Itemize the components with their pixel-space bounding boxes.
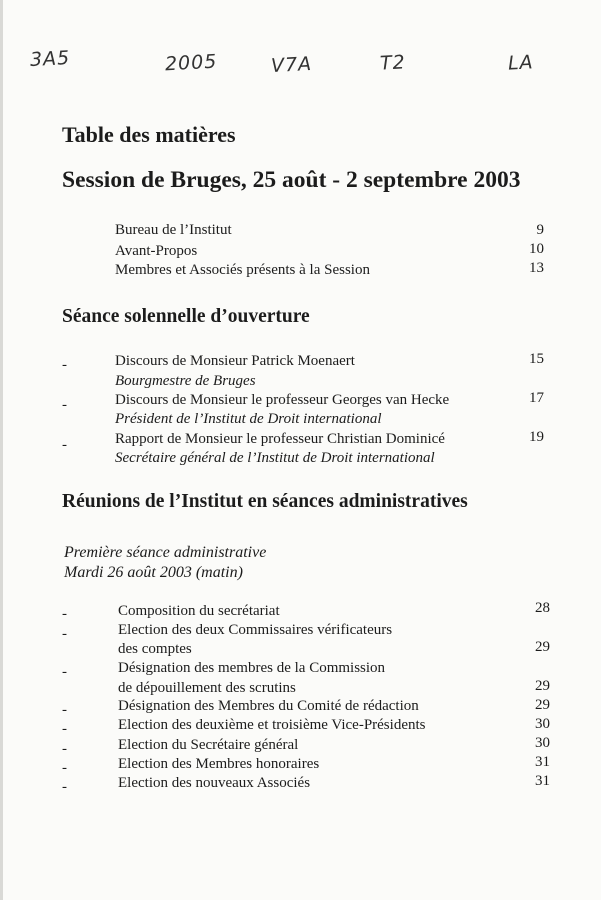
toc-dash: - xyxy=(62,664,67,680)
handwritten-note: 3A5 xyxy=(29,46,71,72)
toc-entry-label: Discours de Monsieur Patrick Moenaert xyxy=(115,353,355,369)
toc-dash: - xyxy=(62,741,67,757)
admin-session-name: Première séance administrative xyxy=(64,544,267,561)
toc-entry-page: 31 xyxy=(535,773,550,789)
toc-entry-page: 30 xyxy=(535,716,550,732)
toc-entry-page: 15 xyxy=(529,351,544,367)
toc-entry-label: Avant-Propos xyxy=(115,243,198,259)
toc-dash: - xyxy=(62,606,67,622)
toc-entry-page: 9 xyxy=(536,222,544,238)
page-edge xyxy=(0,0,3,900)
toc-entry-page: 10 xyxy=(529,241,544,257)
toc-entry-label: Election des deux Commissaires vérificateurs xyxy=(118,622,393,638)
toc-entry-page: 13 xyxy=(529,260,544,276)
session-title: Session de Bruges, 25 août - 2 septembre 2003 xyxy=(62,167,521,193)
toc-entry-label: Election des Membres honoraires xyxy=(118,756,320,772)
toc-entry-label-cont: des comptes xyxy=(118,641,192,657)
toc-entry-page: 19 xyxy=(529,429,544,445)
toc-entry-label: Composition du secrétariat xyxy=(118,603,280,619)
toc-dash: - xyxy=(62,397,67,413)
toc-dash: - xyxy=(62,779,67,795)
toc-entry-label: Désignation des Membres du Comité de rédaction xyxy=(118,698,419,714)
admin-session-date: Mardi 26 août 2003 (matin) xyxy=(64,564,243,581)
toc-entry-page: 30 xyxy=(535,735,550,751)
toc-entry-label: Désignation des membres de la Commission xyxy=(118,660,386,676)
page-title: Table des matières xyxy=(62,122,236,147)
section-title-opening: Séance solennelle d’ouverture xyxy=(62,306,310,327)
toc-entry-label: Bureau de l’Institut xyxy=(115,222,232,238)
toc-entry-label: Rapport de Monsieur le professeur Christian Dominicé xyxy=(115,431,445,447)
toc-entry-page: 31 xyxy=(535,754,550,770)
toc-entry-label: Election des deuxième et troisième Vice-Présidents xyxy=(118,717,426,733)
toc-entry-page: 29 xyxy=(535,639,550,655)
toc-dash: - xyxy=(62,357,67,373)
toc-dash: - xyxy=(62,760,67,776)
section-title-admin: Réunions de l’Institut en séances administratives xyxy=(62,491,468,512)
toc-dash: - xyxy=(62,702,67,718)
toc-entry-label: Discours de Monsieur le professeur Georges van Hecke xyxy=(115,392,450,408)
toc-entry-page: 29 xyxy=(535,697,550,713)
toc-entry-subtitle: Secrétaire général de l’Institut de Droit international xyxy=(115,450,435,466)
handwritten-note: T2 xyxy=(379,51,407,75)
toc-entry-page: 29 xyxy=(535,678,550,694)
toc-entry-label: Membres et Associés présents à la Session xyxy=(115,262,370,278)
handwritten-note: 2005 xyxy=(164,50,218,76)
handwritten-note: LA xyxy=(507,51,535,75)
toc-dash: - xyxy=(62,721,67,737)
toc-dash: - xyxy=(62,626,67,642)
toc-entry-page: 17 xyxy=(529,390,544,406)
toc-entry-label: Election du Secrétaire général xyxy=(118,737,299,753)
toc-entry-label: Election des nouveaux Associés xyxy=(118,775,311,791)
toc-entry-label-cont: de dépouillement des scrutins xyxy=(118,680,296,696)
toc-dash: - xyxy=(62,437,67,453)
toc-entry-subtitle: Bourgmestre de Bruges xyxy=(115,373,256,389)
handwritten-note: V7A xyxy=(270,52,313,78)
toc-entry-subtitle: Président de l’Institut de Droit international xyxy=(115,411,382,427)
toc-entry-page: 28 xyxy=(535,600,550,616)
